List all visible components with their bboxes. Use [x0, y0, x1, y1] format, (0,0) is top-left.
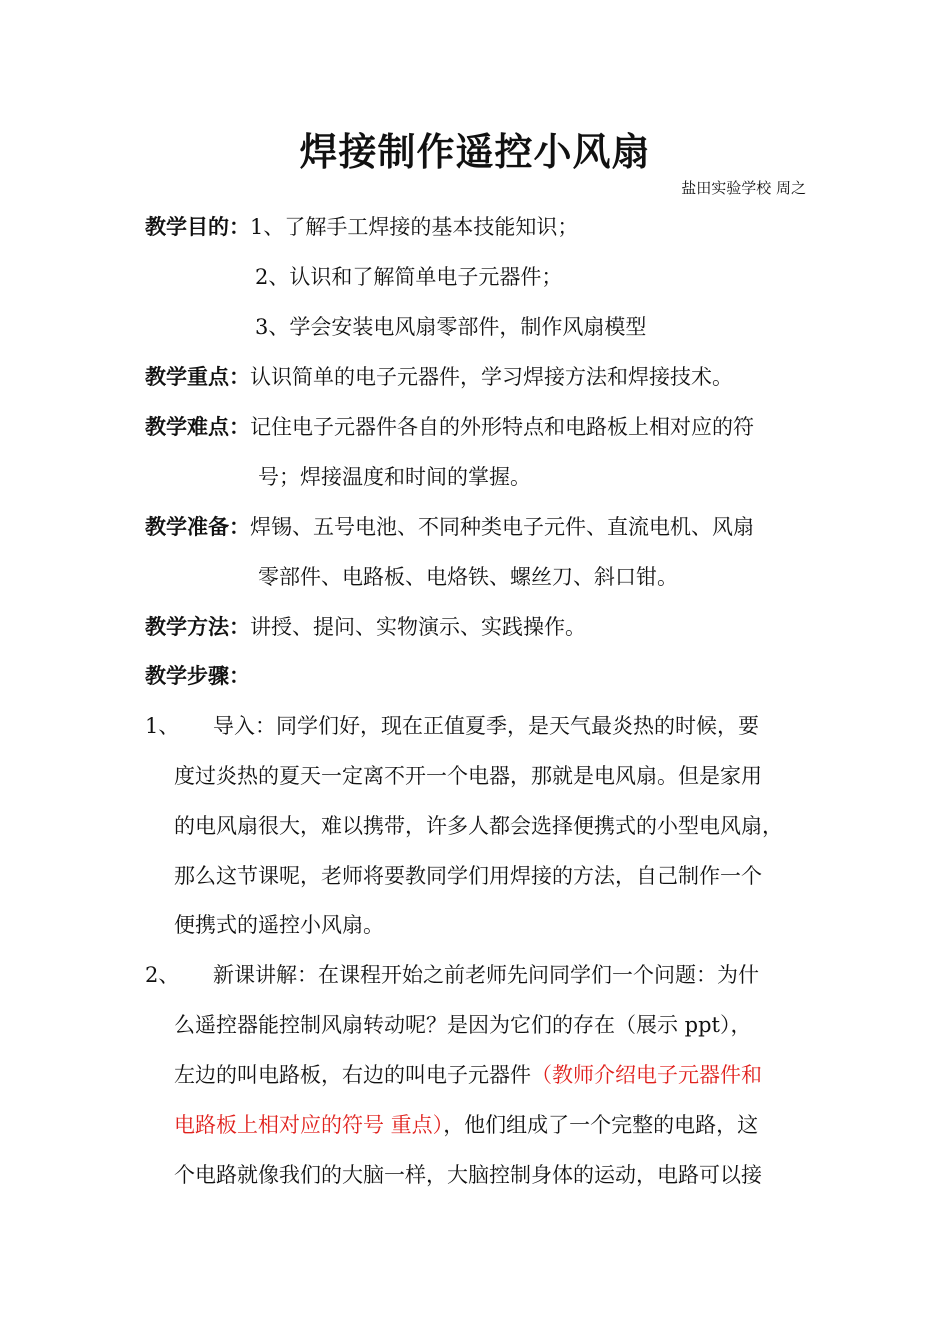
difficulties-row — [145, 412, 754, 442]
difficulties-text: 号；焊接温度和时间的掌握。 — [258, 465, 531, 489]
preparation-text: 焊锡、五号电池、不同种类电子元件、直流电机、风扇 — [250, 515, 754, 539]
step-1-line: 的电风扇很大，难以携带，许多人都会选择便携式的小型电风扇， — [174, 814, 783, 838]
step-2-number: 2、 — [145, 963, 180, 987]
preparation-row — [145, 512, 754, 542]
document-title: 焊接制作遥控小风扇 — [299, 130, 651, 174]
preparation-label: 教学准备： — [145, 515, 250, 539]
step-1-line: 那么这节课呢，老师将要教同学们用焊接的方法，自己制作一个 — [174, 864, 762, 888]
step-2-highlight: 电路板上相对应的符号 重点） — [174, 1113, 444, 1137]
step-1-line: 便携式的遥控小风扇。 — [174, 913, 384, 937]
step-2-line — [174, 1060, 762, 1090]
preparation-text: 零部件、电路板、电烙铁、螺丝刀、斜口钳。 — [258, 565, 678, 589]
objectives-label: 教学目的： — [145, 215, 250, 239]
methods-row — [145, 612, 586, 642]
step-1-number: 1、 — [145, 714, 180, 738]
key-points-label: 教学重点： — [145, 365, 250, 389]
step-2-line: 新课讲解：在课程开始之前老师先问同学们一个问题：为什 — [213, 963, 759, 987]
objective-item: 3、学会安装电风扇零部件，制作风扇模型 — [255, 315, 647, 339]
step-1-line: 导入：同学们好，现在正值夏季，是天气最炎热的时候，要 — [213, 714, 759, 738]
objectives-row — [145, 212, 578, 242]
steps-label: 教学步骤： — [145, 664, 250, 688]
step-2-highlight: （教师介绍电子元器件和 — [531, 1063, 762, 1087]
methods-text: 讲授、提问、实物演示、实践操作。 — [250, 615, 586, 639]
key-points-text: 认识简单的电子元器件，学习焊接方法和焊接技术。 — [250, 365, 733, 389]
methods-label: 教学方法： — [145, 615, 250, 639]
step-2-line: 个电路就像我们的大脑一样，大脑控制身体的运动，电路可以接 — [174, 1163, 762, 1187]
step-2-text: ，他们组成了一个完整的电路，这 — [443, 1113, 759, 1137]
author-line: 盐田实验学校 周之 — [681, 179, 806, 197]
step-2-line: 么遥控器能控制风扇转动呢？是因为它们的存在（展示 ppt）， — [174, 1013, 752, 1037]
step-2-line — [174, 1110, 758, 1140]
key-points-row — [145, 362, 733, 392]
objective-item: 1、了解手工焊接的基本技能知识； — [250, 215, 579, 239]
step-2-text: 左边的叫电路板，右边的叫电子元器件 — [174, 1063, 531, 1087]
difficulties-text: 记住电子元器件各自的外形特点和电路板上相对应的符 — [250, 415, 754, 439]
difficulties-label: 教学难点： — [145, 415, 250, 439]
step-1-line: 度过炎热的夏天一定离不开一个电器，那就是电风扇。但是家用 — [174, 764, 762, 788]
objective-item: 2、认识和了解简单电子元器件； — [255, 265, 563, 289]
